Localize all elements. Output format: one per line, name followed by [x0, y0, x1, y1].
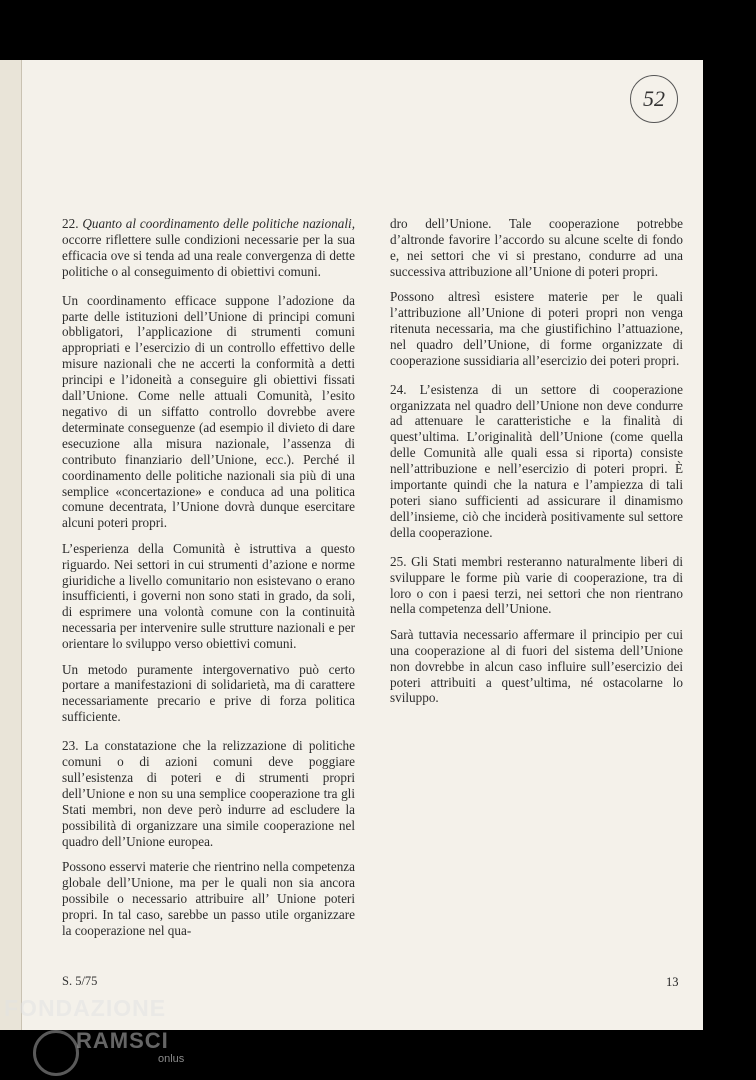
- page-edge: [0, 60, 22, 1030]
- paragraph-heading: Quanto al coordinamento delle politiche nazionali,: [82, 216, 356, 231]
- paragraph-24: 24. L’esistenza di un settore di cooperazione organizzata nel quadro dell’Unione non deve condurre ad attenuare le caratteristiche e la finalità di quest’ultima. L’originalità dell’Unione (come quella delle Comunità alle quali essa si riporta) consiste nell’attribuzione e nell’esercizio di poteri propri. È importante quindi che la natura e l’ampiezza di tali poteri siano sufficienti ad assicurare il dinamismo dell’insieme, ciò che inciderà positivamente sul settore della cooperazione.: [390, 381, 683, 540]
- left-column: [62, 216, 355, 948]
- paragraph-23: 23. La constatazione che la relizzazione di politiche comuni o di azioni comuni deve poggiare sull’esistenza di poteri e di strumenti propri dell’Unione e non su una semplice cooperazione tra gli Stati membri, non deve però indurre ad escludere la possibilità di organizzare una simile cooperazione nel quadro dell’Unione europea.: [62, 738, 355, 849]
- handwritten-page-number: 52: [630, 75, 678, 123]
- footer-reference: S. 5/75: [62, 974, 98, 988]
- paragraph-22: [62, 216, 355, 280]
- watermark-text: FONDAZIONE: [4, 995, 167, 1021]
- paragraph-number: 22.: [62, 216, 79, 231]
- paragraph: L’esperienza della Comunità è istruttiva a questo riguardo. Nei settori in cui strumenti d’azione e norme giuridiche a livello comunitario non esistevano o erano insufficienti, i governi non sono stati in grado, da soli, di esprimere una volontà comune con la continuità necessaria per intervenire sulle strutture nazionali e per orientare lo sviluppo verso obiettivi comuni.: [62, 540, 355, 652]
- footer-page-number: 13: [666, 975, 679, 989]
- watermark-logo: [33, 1030, 79, 1076]
- paragraph: Un coordinamento efficace suppone l’adozione da parte delle istituzioni dell’Unione di principi comuni obbligatori, l’applicazione di strumenti comuni appropriati e l’esercizio di un controllo effettivo delle misure nazionali che ne accerti la conformità a detti principi e l’idoneità a conseguire gli obiettivi fissati dall’Unione. Come nelle attuali Comunità, l’esito negativo di un siffatto controllo dovrebbe avere determinate conseguenze (ad esempio il divieto di dare esecuzione alla misura nazionale, l’assenza di contributo finanziario dell’Unione, ecc.). Perché il coordinamento delle politiche nazionali sia più di una semplice «concertazione» e conduca ad una politica comune decentrata, l’Unione dovrà dunque esercitare alcuni poteri propri.: [62, 292, 355, 531]
- right-column: [390, 216, 683, 716]
- paragraph: Un metodo puramente intergovernativo può certo portare a manifestazioni di solidarietà, ma di carattere necessariamente precario e prive di forza politica sufficiente.: [62, 661, 355, 725]
- paragraph: Sarà tuttavia necessario affermare il principio per cui una cooperazione al di fuori del sistema dell’Unione non dovrebbe in alcun caso influire sull’esercizio dei poteri attribuiti a quest’ultima, né ostacolarne lo sviluppo.: [390, 626, 683, 706]
- watermark-text: onlus: [158, 1053, 185, 1065]
- paragraph: Possono esservi materie che rientrino nella competenza globale dell’Unione, ma per le quali non sia ancora possibile o necessario attribuire all’ Unione poteri propri. In tal caso, sarebbe un passo utile organizzare la cooperazione nel qua-: [62, 859, 355, 938]
- paragraph: Possono altresì esistere materie per le quali l’attribuzione all’Unione di poteri propri non venga ritenuta necessaria, ma che giustifichino l’attuazione, nel quadro dell’Unione, di forme organizzate di cooperazione sussidiaria all’esercizio dei poteri propri.: [390, 289, 683, 368]
- paragraph: dro dell’Unione. Tale cooperazione potrebbe d’altronde favorire l’accordo su alcune scelte di fondo e, nei settori che vi si prestano, condurre ad una successiva attribuzione all’Unione di poteri propri.: [390, 216, 683, 279]
- paragraph-text: occorre riflettere sulle condizioni necessarie per la sua efficacia ove si tenda ad una reale convergenza di dette politiche o al conseguimento di obiettivi comuni.: [62, 231, 355, 279]
- watermark-text: RAMSCI: [76, 1028, 169, 1053]
- paragraph-25: 25. Gli Stati membri resteranno naturalmente liberi di sviluppare le forme più varie di cooperazione, tra di loro o con i paesi terzi, nei settori che non rientrano nella competenza dell’Unione.: [390, 553, 683, 617]
